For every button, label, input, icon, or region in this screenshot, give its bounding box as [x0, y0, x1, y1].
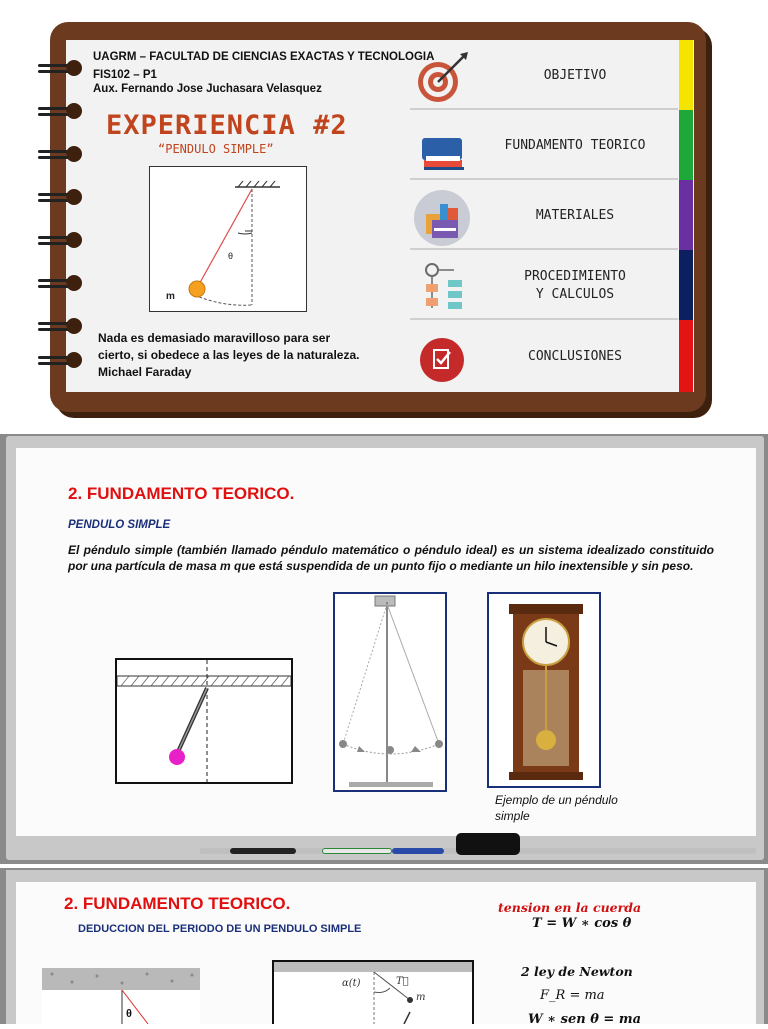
menu-item-fundamento[interactable] [410, 114, 678, 180]
section-heading: 2. FUNDAMENTO TEORICO. [68, 484, 295, 503]
slide-deduccion [0, 868, 768, 1027]
alpha-label: α(t) [342, 978, 361, 989]
quote-line-2: cierto, si obedece a las leyes de la naturaleza. [98, 348, 360, 362]
menu-item-materiales[interactable] [410, 184, 678, 250]
last-formula: W ∗ sen θ = ma [528, 1012, 641, 1027]
spiral-ring [38, 352, 84, 370]
tab-objetivo-color [679, 40, 693, 110]
menu-item-label: FUNDAMENTO TEORICO [504, 138, 646, 154]
quote-author: Michael Faraday [98, 365, 192, 379]
menu-item-label: CONCLUSIONES [528, 349, 622, 365]
menu-item-objetivo[interactable] [410, 44, 678, 110]
book-icon [414, 120, 470, 176]
section-subheading: DEDUCCION DEL PERIODO DE UN PENDULO SIMPLE [78, 923, 362, 935]
flowchart-icon [414, 260, 470, 316]
clock-caption [495, 792, 618, 824]
marker-black [230, 848, 296, 854]
spiral-ring [38, 232, 84, 250]
force-diagram [272, 960, 474, 1024]
tension-vector-label: T⃗ [396, 976, 409, 987]
page-title: EXPERIENCIA #2 [106, 110, 348, 141]
theta-label: θ [126, 1008, 132, 1020]
menu-item-procedimiento[interactable] [410, 254, 678, 320]
newton-formula: F_R = ma [540, 988, 605, 1003]
menu-item-label: PROCEDIMIENTO Y CALCULOS [524, 269, 626, 302]
boxes-icon [414, 190, 470, 246]
caption-line-2: simple [495, 809, 530, 823]
spiral-ring [38, 189, 84, 207]
tab-fundamento-color [679, 110, 693, 180]
definition-paragraph: El péndulo simple (también llamado péndulo matemático o péndulo ideal) es un sistema idealizado constituido por una partícula de masa m que está suspendida de un punto fijo o mediante un hilo inextensible y sin peso. [68, 543, 714, 573]
spiral-ring [38, 146, 84, 164]
theta-label: θ [228, 251, 234, 261]
tension-label: tension en la cuerda [498, 900, 642, 915]
caption-line-1: Ejemplo de un péndulo [495, 793, 618, 807]
pendulum-box-diagram [115, 658, 293, 784]
section-subheading: PENDULO SIMPLE [68, 519, 171, 531]
pendulum-diagram-svg [150, 167, 306, 311]
mass-label: m [416, 992, 426, 1003]
header-institution: UAGRM – FACULTAD DE CIENCIAS EXACTAS Y TECNOLOGIA [93, 51, 435, 63]
pendulum-clock-image [487, 592, 601, 788]
mass-label: m [166, 291, 175, 302]
ceiling-diagram [42, 968, 200, 1024]
quote-line-1: Nada es demasiado maravilloso para ser [98, 331, 331, 345]
checklist-icon [414, 330, 470, 386]
tension-formula: T = W ∗ cos θ [532, 916, 632, 931]
marker-blue [392, 848, 444, 854]
page-subtitle: “PENDULO SIMPLE” [158, 142, 274, 156]
tab-materiales-color [679, 180, 693, 250]
target-icon [414, 50, 470, 106]
header-author: Aux. Fernando Jose Juchasara Velasquez [93, 83, 322, 95]
menu-item-label: OBJETIVO [543, 68, 607, 84]
tab-procedimiento-color [679, 250, 693, 320]
tab-conclusiones-color [679, 320, 693, 392]
pendulum-diagram [149, 166, 307, 312]
spiral-ring [38, 275, 84, 293]
marker-green [322, 848, 392, 854]
menu-item-label: MATERIALES [535, 208, 615, 224]
spiral-ring [38, 103, 84, 121]
header-course: FIS102 – P1 [93, 69, 157, 81]
whiteboard-eraser [456, 833, 520, 855]
pendulum-stand-diagram [333, 592, 447, 792]
slide-cover [0, 0, 768, 430]
slide-fundamento [0, 434, 768, 864]
spiral-ring [38, 318, 84, 336]
spiral-ring [38, 60, 84, 78]
menu-item-conclusiones[interactable] [410, 324, 678, 390]
newton-label: 2 ley de Newton [521, 964, 633, 979]
section-heading: 2. FUNDAMENTO TEORICO. [64, 894, 291, 913]
